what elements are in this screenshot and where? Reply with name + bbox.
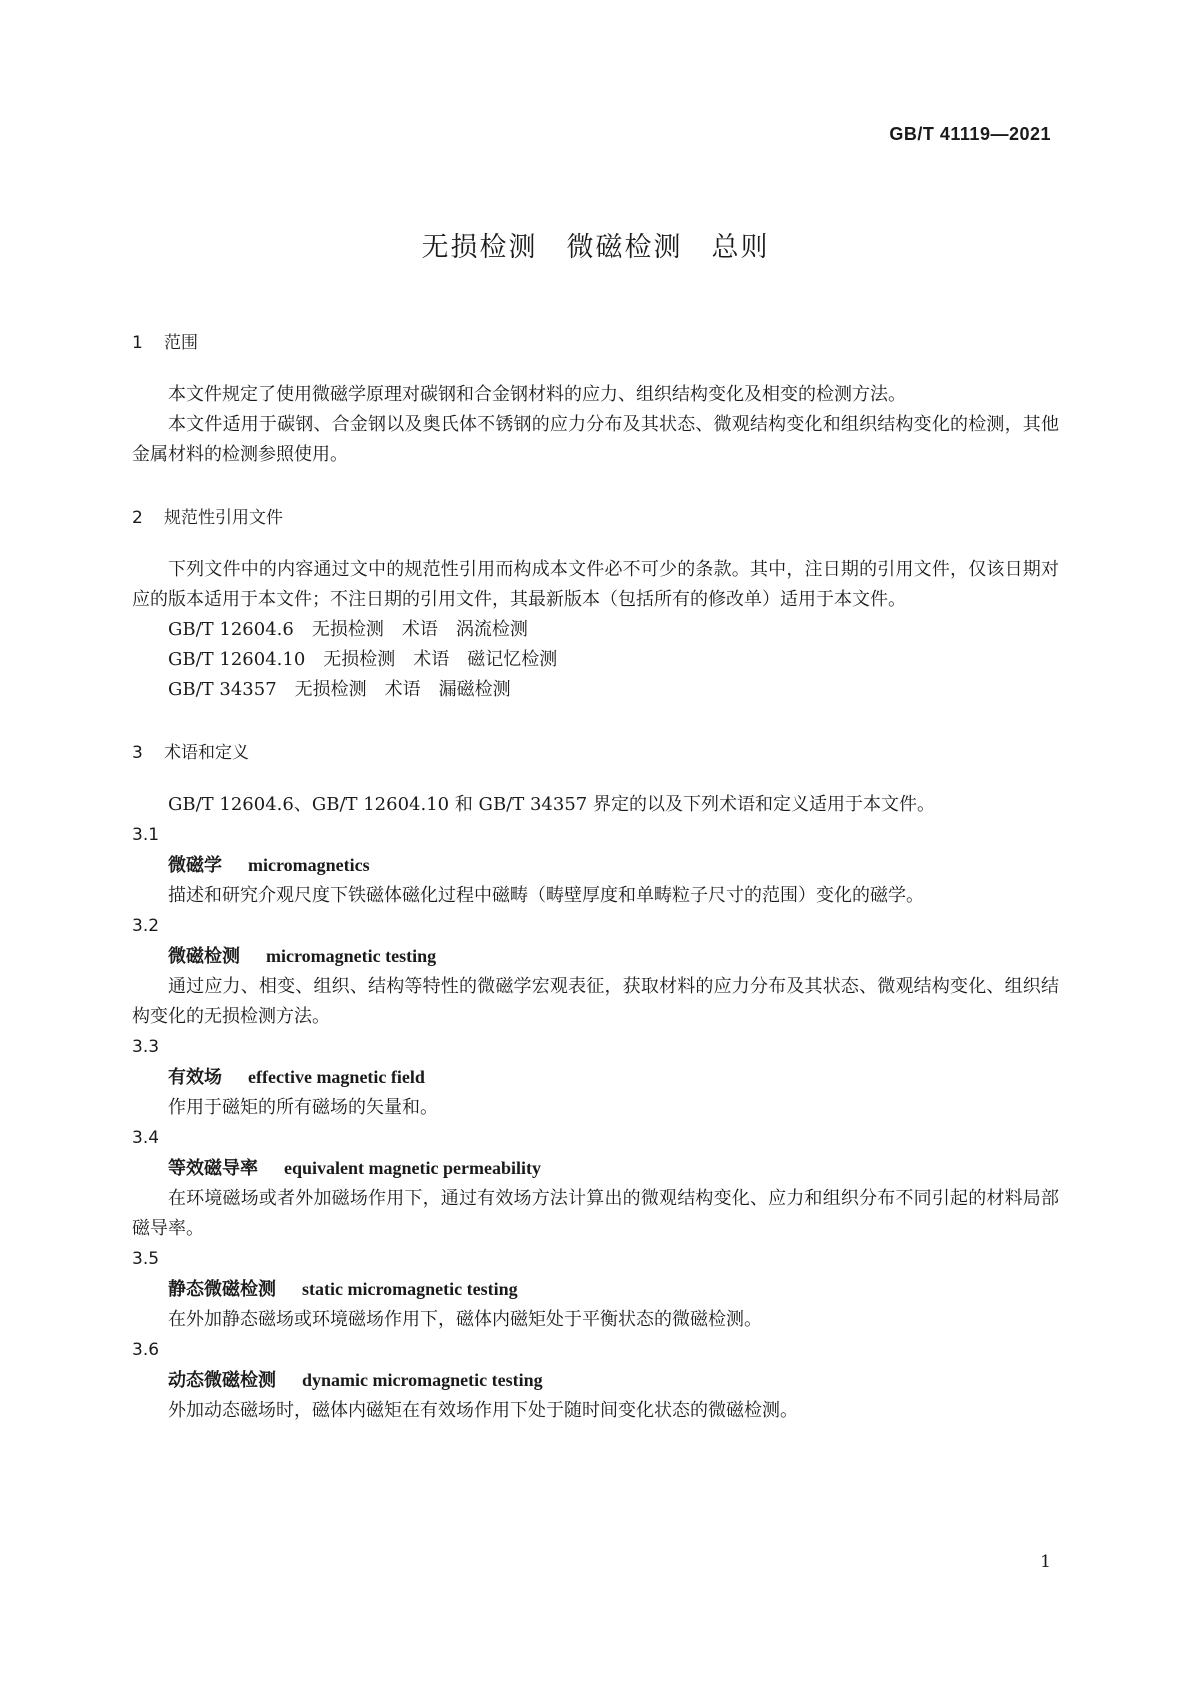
term-definition: 通过应力、相变、组织、结构等特性的微磁学宏观表征，获取材料的应力分布及其状态、微观结构变化、组织结构变化的无损检测方法。: [132, 976, 1059, 1027]
term-entry: [132, 1123, 1059, 1244]
section-title: 术语和定义: [164, 743, 249, 763]
term-en: equivalent magnetic permeability: [284, 1158, 541, 1178]
document-body: [132, 331, 1059, 1426]
paragraph: GB/T 12604.6、GB/T 12604.10 和 GB/T 34357 界定的以及下列术语和定义适用于本文件。: [168, 794, 935, 815]
term-en: static micromagnetic testing: [302, 1279, 518, 1299]
term-entry: [132, 820, 1059, 911]
term-title: [132, 1365, 1059, 1396]
term-title: [132, 1274, 1059, 1305]
section-heading-terms: [132, 741, 1059, 765]
paragraph: 下列文件中的内容通过文中的规范性引用而构成本文件必不可少的条款。其中，注日期的引用文件，仅该日期对应的版本适用于本文件；不注日期的引用文件，其最新版本（包括所有的修改单）适用于本文件。: [132, 559, 1059, 610]
term-number: 3.1: [132, 825, 160, 845]
term-entry: [132, 1335, 1059, 1426]
section-number: 3: [132, 743, 143, 763]
term-zh: 等效磁导率: [168, 1158, 258, 1179]
term-definition: 外加动态磁场时，磁体内磁矩在有效场作用下处于随时间变化状态的微磁检测。: [168, 1400, 798, 1421]
reference-item: GB/T 34357 无损检测 术语 漏磁检测: [168, 679, 511, 700]
term-en: micromagnetic testing: [266, 946, 437, 966]
section-heading-scope: [132, 331, 1059, 355]
term-title: [132, 1062, 1059, 1093]
term-number: 3.4: [132, 1128, 160, 1148]
reference-item: GB/T 12604.6 无损检测 术语 涡流检测: [168, 619, 528, 640]
term-zh: 微磁检测: [168, 946, 240, 967]
term-definition: 在环境磁场或者外加磁场作用下，通过有效场方法计算出的微观结构变化、应力和组织分布不同引起的材料局部磁导率。: [132, 1188, 1059, 1239]
paragraph: 本文件规定了使用微磁学原理对碳钢和合金钢材料的应力、组织结构变化及相变的检测方法。: [168, 384, 906, 405]
reference-item: GB/T 12604.10 无损检测 术语 磁记忆检测: [168, 649, 558, 670]
term-entry: [132, 911, 1059, 1032]
term-zh: 微磁学: [168, 855, 222, 876]
term-number: 3.6: [132, 1340, 160, 1360]
term-number: 3.3: [132, 1037, 160, 1057]
document-title: 无损检测 微磁检测 总则: [421, 232, 770, 263]
page-number: 1: [1040, 1552, 1051, 1572]
section-heading-normative-references: [132, 506, 1059, 530]
term-entry: [132, 1244, 1059, 1335]
term-definition: 在外加静态磁场或环境磁场作用下，磁体内磁矩处于平衡状态的微磁检测。: [168, 1309, 762, 1330]
term-definition: 描述和研究介观尺度下铁磁体磁化过程中磁畴（畴壁厚度和单畴粒子尺寸的范围）变化的磁学。: [168, 885, 924, 906]
term-definition: 作用于磁矩的所有磁场的矢量和。: [168, 1097, 438, 1118]
term-zh: 有效场: [168, 1067, 222, 1088]
term-number: 3.2: [132, 916, 160, 936]
term-entry: [132, 1032, 1059, 1123]
term-title: [132, 1153, 1059, 1184]
section-title: 规范性引用文件: [164, 508, 283, 528]
term-title: [132, 941, 1059, 972]
section-number: 1: [132, 333, 143, 353]
term-zh: 动态微磁检测: [168, 1370, 276, 1391]
standard-code: GB/T 41119—2021: [889, 124, 1051, 144]
term-en: micromagnetics: [248, 855, 370, 875]
term-title: [132, 850, 1059, 881]
term-en: effective magnetic field: [248, 1067, 425, 1087]
term-en: dynamic micromagnetic testing: [302, 1370, 543, 1390]
term-number: 3.5: [132, 1249, 160, 1269]
term-zh: 静态微磁检测: [168, 1279, 276, 1300]
section-title: 范围: [164, 333, 198, 353]
section-number: 2: [132, 508, 143, 528]
paragraph: 本文件适用于碳钢、合金钢以及奥氏体不锈钢的应力分布及其状态、微观结构变化和组织结构变化的检测，其他金属材料的检测参照使用。: [132, 414, 1059, 465]
